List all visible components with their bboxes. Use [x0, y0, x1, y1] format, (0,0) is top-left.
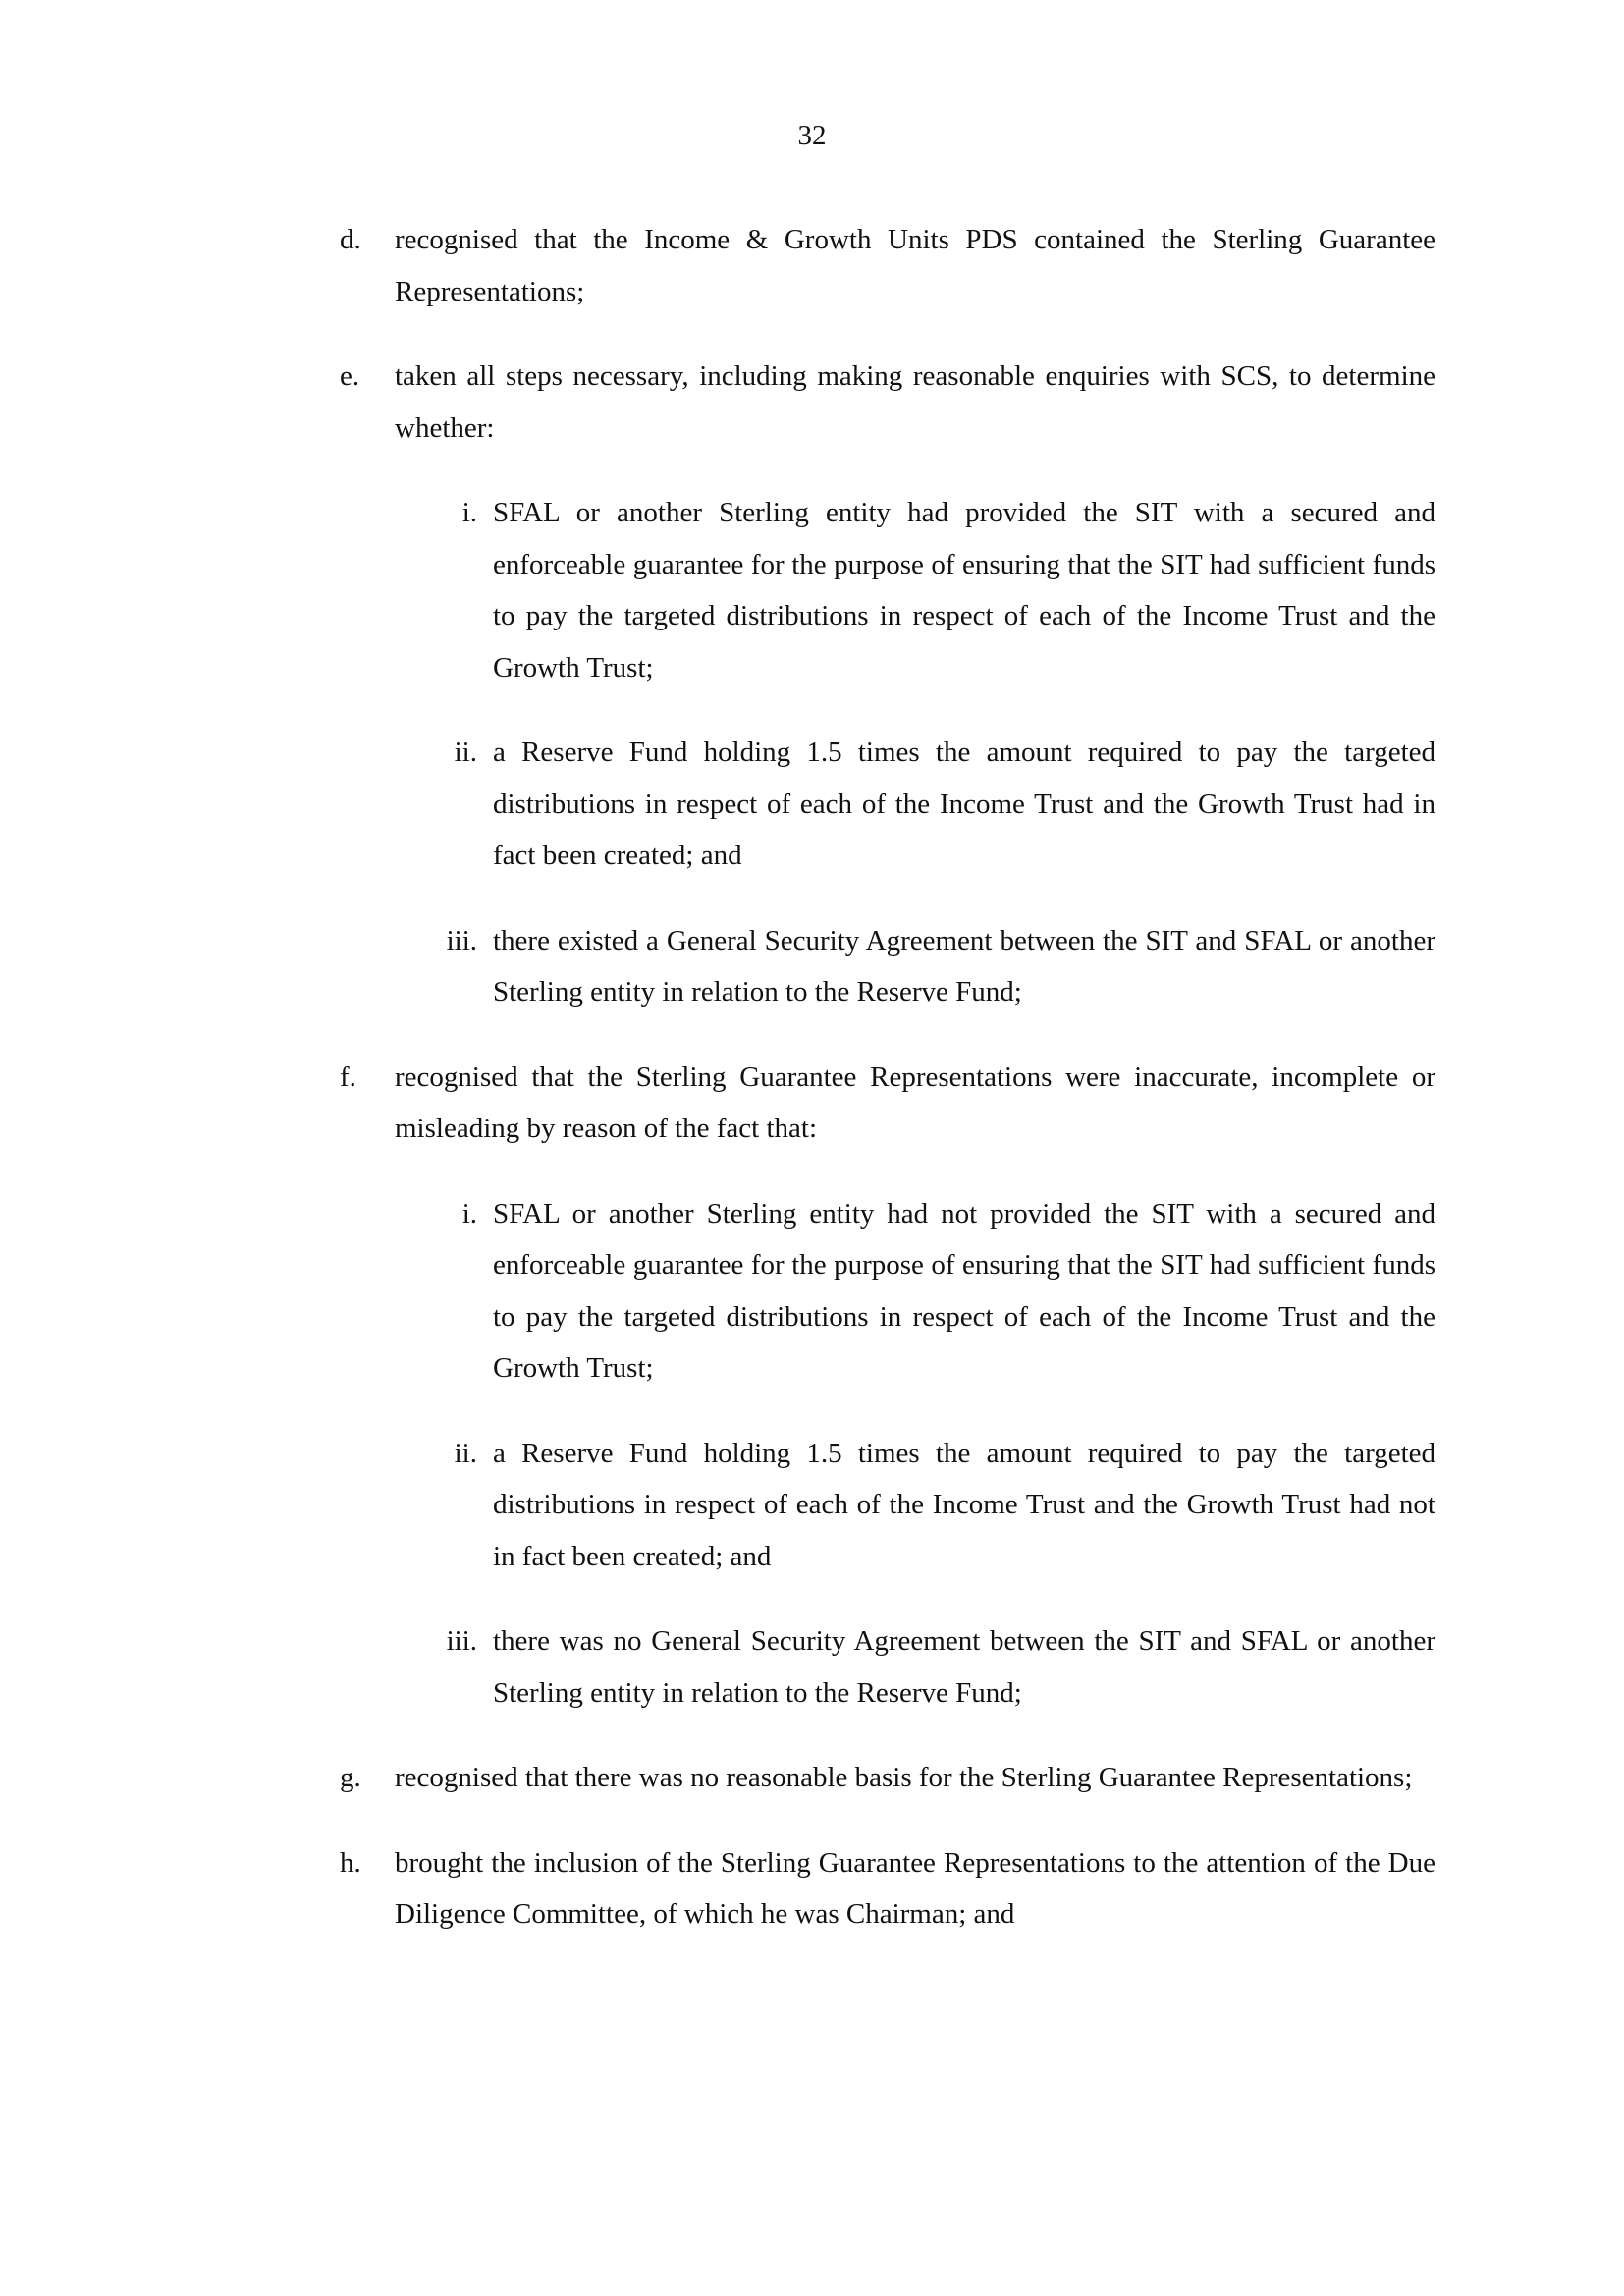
sublist-item-text: there existed a General Security Agreement between the SIT and SFAL or another Sterling entity in relation to the Reserve Fund; — [493, 924, 1435, 1008]
list-item-e — [340, 351, 1435, 454]
sublist-item-text: SFAL or another Sterling entity had provided the SIT with a secured and enforceable guarantee for the purpose of ensuring that the SIT had sufficient funds to pay the targeted distributions in respect of each of the Income Trust and the Growth Trust; — [493, 497, 1435, 683]
sublist-marker: iii. — [446, 924, 477, 957]
sublist-e — [395, 487, 1435, 1018]
sublist-item-text: a Reserve Fund holding 1.5 times the amount required to pay the targeted distributions in respect of each of the Income Trust and the Growth Trust had in fact been created; and — [493, 737, 1435, 871]
list-block-f — [340, 1052, 1435, 1720]
list-marker: d. — [340, 224, 361, 255]
list-item-g — [340, 1752, 1435, 1804]
sublist-item-f-ii — [395, 1428, 1435, 1583]
list-marker: e. — [340, 360, 360, 392]
list-item-text: recognised that the Sterling Guarantee Representations were inaccurate, incomplete or misleading by reason of the fact that: — [395, 1061, 1435, 1144]
document-body — [340, 214, 1435, 1974]
sublist-item-e-i — [395, 487, 1435, 693]
sublist-item-f-iii — [395, 1615, 1435, 1719]
list-marker: g. — [340, 1762, 361, 1793]
sublist-item-text: SFAL or another Sterling entity had not provided the SIT with a secured and enforceable guarantee for the purpose of ensuring that the SIT had sufficient funds to pay the targeted distributions in respect of each of the Income Trust and the Growth Trust; — [493, 1197, 1435, 1384]
sublist-marker: ii. — [454, 737, 477, 768]
sublist-item-text: a Reserve Fund holding 1.5 times the amount required to pay the targeted distributions in respect of each of the Income Trust and the Growth Trust had not in fact been created; and — [493, 1437, 1435, 1572]
list-block-e — [340, 351, 1435, 1018]
sublist-marker: iii. — [446, 1625, 477, 1657]
sublist-marker: ii. — [454, 1437, 477, 1469]
list-item-text: recognised that there was no reasonable basis for the Sterling Guarantee Representations; — [395, 1762, 1413, 1793]
sublist-marker: i. — [461, 1197, 477, 1230]
list-item-d — [340, 214, 1435, 317]
list-marker: f. — [340, 1061, 356, 1093]
sublist-item-e-iii — [395, 915, 1435, 1018]
list-marker: h. — [340, 1846, 361, 1879]
list-item-text: brought the inclusion of the Sterling Guarantee Representations to the attention of the Due Diligence Committee, of which he was Chairman; and — [395, 1846, 1435, 1930]
sublist-item-f-i — [395, 1188, 1435, 1394]
sublist-item-text: there was no General Security Agreement between the SIT and SFAL or another Sterling entity in relation to the Reserve Fund; — [493, 1625, 1435, 1709]
sublist-item-e-ii — [395, 727, 1435, 882]
sublist-marker: i. — [461, 497, 477, 528]
list-item-f — [340, 1052, 1435, 1155]
list-item-text: taken all steps necessary, including making reasonable enquiries with SCS, to determine whether: — [395, 360, 1435, 444]
page-number: 32 — [797, 120, 827, 151]
list-item-text: recognised that the Income & Growth Units PDS contained the Sterling Guarantee Representations; — [395, 224, 1435, 307]
list-item-h — [340, 1837, 1435, 1941]
sublist-f — [395, 1188, 1435, 1720]
